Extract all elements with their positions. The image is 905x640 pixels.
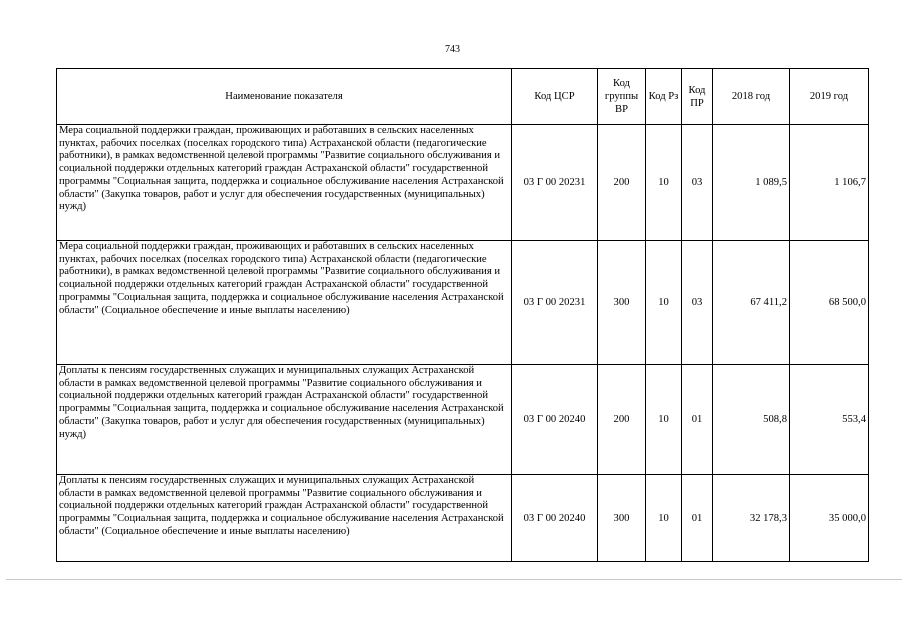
row-2019: 35 000,0 [790,475,869,562]
table-row [57,475,869,562]
row-pr: 01 [682,475,713,562]
row-csr: 03 Г 00 20231 [512,241,598,365]
table-header [57,69,869,125]
header-csr: Код ЦСР [512,69,598,125]
row-vr: 300 [598,241,646,365]
page-number: 743 [445,44,460,55]
table-body [57,125,869,562]
header-vr: Код группы ВР [598,69,646,125]
budget-table [56,68,869,562]
header-2019: 2019 год [790,69,869,125]
page-bottom-divider [6,579,902,580]
row-2019: 1 106,7 [790,125,869,241]
row-rz: 10 [646,365,682,475]
row-name: Мера социальной поддержки граждан, проживающих и работавших в сельских населенных пунктах, рабочих поселках (поселках городского типа) Астраханской области (педагогические работники), в рамках ведомственной целевой программы "Развитие социального обслуживания и социальной поддержки отдельных категорий граждан Астраханской области" государственной программы "Социальная защита, поддержка и социальное обслуживание населения Астраханской области" (Социальное обеспечение и иные выплаты населению) [57,241,512,365]
row-csr: 03 Г 00 20240 [512,475,598,562]
row-csr: 03 Г 00 20240 [512,365,598,475]
row-name: Доплаты к пенсиям государственных служащих и муниципальных служащих Астраханской области в рамках ведомственной целевой программы "Развитие социального обслуживания и социальной поддержки отдельных категорий граждан Астраханской области" государственной программы "Социальная защита, поддержка и социальное обслуживание населения Астраханской области" (Социальное обеспечение и иные выплаты населению) [57,475,512,562]
row-name: Доплаты к пенсиям государственных служащих и муниципальных служащих Астраханской области в рамках ведомственной целевой программы "Развитие социального обслуживания и социальной поддержки отдельных категорий граждан Астраханской области" государственной программы "Социальная защита, поддержка и социальное обслуживание населения Астраханской области" (Закупка товаров, работ и услуг для обеспечения государственных (муниципальных) нужд) [57,365,512,475]
row-2018: 508,8 [713,365,790,475]
row-rz: 10 [646,125,682,241]
row-vr: 300 [598,475,646,562]
row-2019: 68 500,0 [790,241,869,365]
table-row [57,241,869,365]
header-rz: Код Рз [646,69,682,125]
row-2018: 32 178,3 [713,475,790,562]
row-pr: 03 [682,125,713,241]
row-rz: 10 [646,241,682,365]
row-2018: 1 089,5 [713,125,790,241]
row-pr: 01 [682,365,713,475]
row-csr: 03 Г 00 20231 [512,125,598,241]
row-2019: 553,4 [790,365,869,475]
header-row [57,69,869,125]
header-2018: 2018 год [713,69,790,125]
table-row [57,365,869,475]
header-pr: Код ПР [682,69,713,125]
header-name: Наименование показателя [57,69,512,125]
row-pr: 03 [682,241,713,365]
row-2018: 67 411,2 [713,241,790,365]
row-vr: 200 [598,125,646,241]
row-vr: 200 [598,365,646,475]
row-rz: 10 [646,475,682,562]
table-row [57,125,869,241]
row-name: Мера социальной поддержки граждан, проживающих и работавших в сельских населенных пунктах, рабочих поселках (поселках городского типа) Астраханской области (педагогические работники), в рамках ведомственной целевой программы "Развитие социального обслуживания и социальной поддержки отдельных категорий граждан Астраханской области" государственной программы "Социальная защита, поддержка и социальное обслуживание населения Астраханской области" (Закупка товаров, работ и услуг для обеспечения государственных (муниципальных) нужд) [57,125,512,241]
